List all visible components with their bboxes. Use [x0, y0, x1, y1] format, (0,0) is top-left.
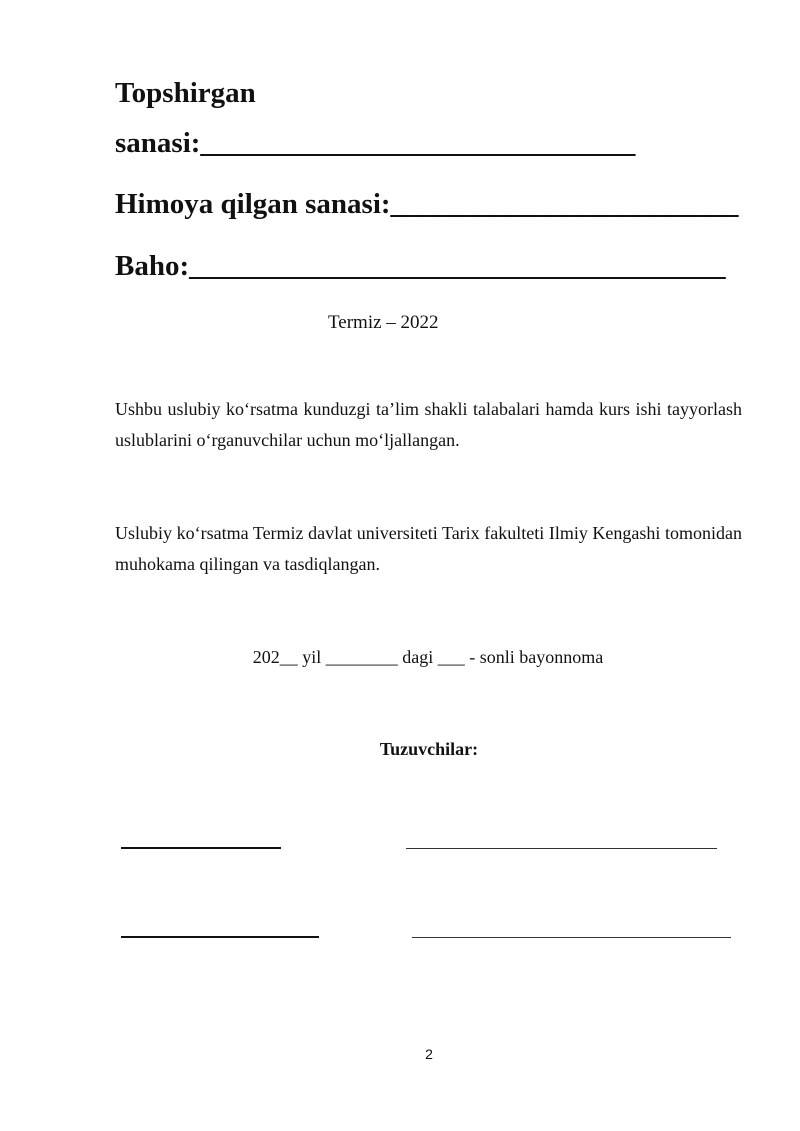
- page-number: 2: [425, 1046, 433, 1062]
- defended-date-field: Himoya qilgan sanasi:________________________: [115, 188, 739, 220]
- submitted-date-field: sanasi:______________________________: [115, 127, 636, 159]
- place-and-year: Termiz – 2022: [328, 312, 439, 333]
- submitted-date-label-line1: Topshirgan: [115, 77, 256, 109]
- author-name-line-2: [121, 936, 319, 938]
- approval-paragraph: [115, 518, 742, 580]
- purpose-paragraph: [115, 394, 742, 456]
- protocol-line: 202__ yil ________ dagi ___ - sonli bayonnoma: [252, 647, 604, 667]
- purpose-text: Ushbu uslubiy ko‘rsatma kunduzgi ta’lim shakli talabalari hamda kurs ishi tayyorlash uslublarini o‘rganuvchilar uchun mo‘ljallangan.: [115, 399, 742, 450]
- author-title-line-1: [406, 848, 717, 849]
- author-name-line-1: [121, 847, 281, 849]
- approval-text: Uslubiy ko‘rsatma Termiz davlat universiteti Tarix fakulteti Ilmiy Kengashi tomonidan muhokama qilingan va tasdiqlangan.: [115, 523, 742, 574]
- authors-heading: Tuzuvchilar:: [379, 739, 479, 759]
- grade-field: Baho:_____________________________________: [115, 250, 726, 282]
- author-title-line-2: [412, 937, 731, 938]
